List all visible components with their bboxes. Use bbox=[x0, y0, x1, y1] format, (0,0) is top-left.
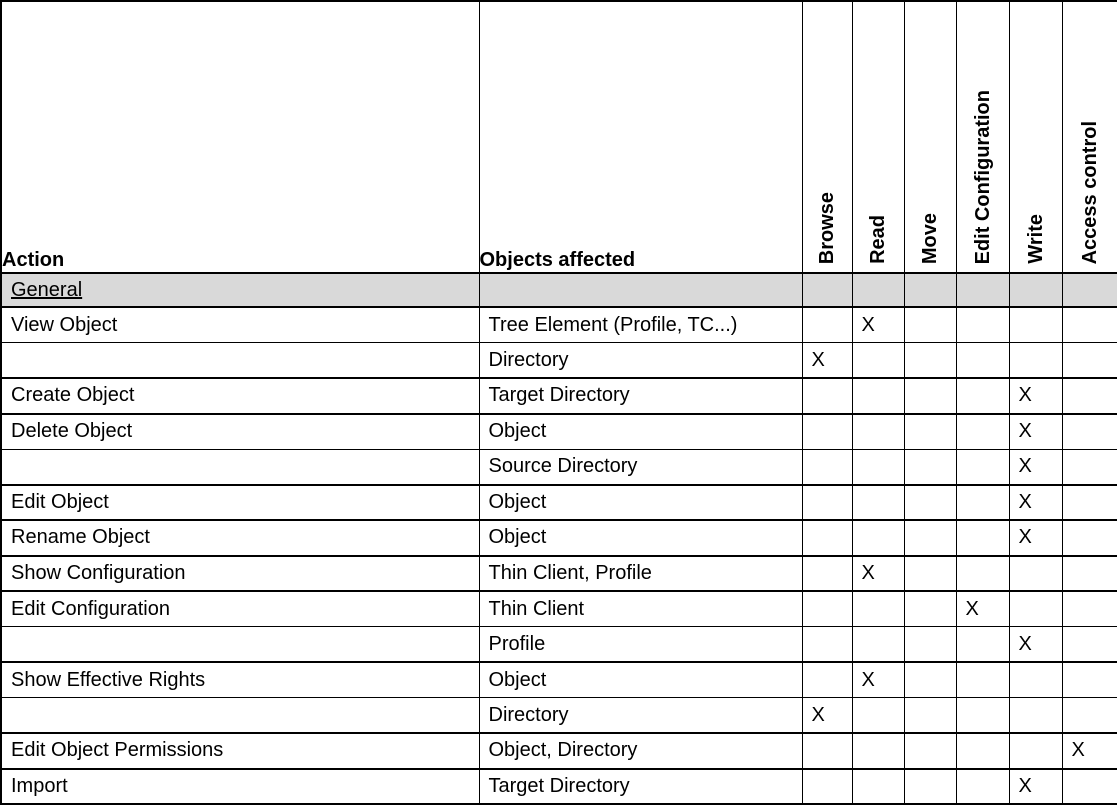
action-cell: View Object bbox=[1, 307, 479, 343]
action-cell bbox=[1, 627, 479, 663]
empty-mark-cell bbox=[956, 627, 1009, 663]
section-empty-cell bbox=[852, 273, 904, 307]
read-mark-cell: X bbox=[852, 556, 904, 592]
empty-mark-cell bbox=[1009, 698, 1062, 734]
table-row bbox=[1, 698, 1117, 734]
read-mark-cell: X bbox=[852, 662, 904, 698]
section-empty-cell bbox=[479, 273, 802, 307]
empty-mark-cell bbox=[1009, 556, 1062, 592]
objects-affected-cell: Object, Directory bbox=[479, 733, 802, 769]
table-row bbox=[1, 343, 1117, 379]
empty-mark-cell bbox=[956, 733, 1009, 769]
column-header-access-control bbox=[1062, 1, 1117, 273]
empty-mark-cell bbox=[904, 556, 956, 592]
table-row bbox=[1, 414, 1117, 450]
access-control-mark-cell: X bbox=[1062, 733, 1117, 769]
empty-mark-cell bbox=[956, 449, 1009, 485]
column-header-action: Action bbox=[1, 1, 479, 273]
empty-mark-cell bbox=[904, 698, 956, 734]
empty-mark-cell bbox=[852, 698, 904, 734]
table-row bbox=[1, 556, 1117, 592]
column-header-objects-affected: Objects affected bbox=[479, 1, 802, 273]
empty-mark-cell bbox=[904, 662, 956, 698]
action-cell: Edit Object bbox=[1, 485, 479, 521]
action-cell: Create Object bbox=[1, 378, 479, 414]
empty-mark-cell bbox=[904, 627, 956, 663]
table-header-row bbox=[1, 1, 1117, 273]
table-row bbox=[1, 378, 1117, 414]
section-empty-cell bbox=[956, 273, 1009, 307]
column-header-edit-configuration bbox=[956, 1, 1009, 273]
empty-mark-cell bbox=[1062, 414, 1117, 450]
column-header-read-label: Read bbox=[867, 215, 889, 264]
empty-mark-cell bbox=[852, 343, 904, 379]
empty-mark-cell bbox=[1062, 556, 1117, 592]
empty-mark-cell bbox=[852, 449, 904, 485]
action-cell: Rename Object bbox=[1, 520, 479, 556]
empty-mark-cell bbox=[904, 769, 956, 805]
write-mark-cell: X bbox=[1009, 414, 1062, 450]
empty-mark-cell bbox=[956, 556, 1009, 592]
objects-affected-cell: Target Directory bbox=[479, 378, 802, 414]
action-cell bbox=[1, 343, 479, 379]
column-header-write bbox=[1009, 1, 1062, 273]
column-header-write-label: Write bbox=[1024, 214, 1047, 264]
action-cell: Show Configuration bbox=[1, 556, 479, 592]
action-cell bbox=[1, 698, 479, 734]
edit-configuration-mark-cell: X bbox=[956, 591, 1009, 627]
empty-mark-cell bbox=[1062, 591, 1117, 627]
action-cell: Edit Object Permissions bbox=[1, 733, 479, 769]
write-mark-cell: X bbox=[1009, 378, 1062, 414]
objects-affected-cell: Profile bbox=[479, 627, 802, 663]
empty-mark-cell bbox=[956, 520, 1009, 556]
empty-mark-cell bbox=[904, 343, 956, 379]
empty-mark-cell bbox=[1062, 449, 1117, 485]
empty-mark-cell bbox=[852, 520, 904, 556]
column-header-browse-label: Browse bbox=[816, 191, 838, 264]
empty-mark-cell bbox=[802, 414, 852, 450]
empty-mark-cell bbox=[802, 769, 852, 805]
column-header-move bbox=[904, 1, 956, 273]
write-mark-cell: X bbox=[1009, 769, 1062, 805]
browse-mark-cell: X bbox=[802, 698, 852, 734]
table-row bbox=[1, 449, 1117, 485]
empty-mark-cell bbox=[802, 733, 852, 769]
table-row bbox=[1, 307, 1117, 343]
empty-mark-cell bbox=[802, 591, 852, 627]
empty-mark-cell bbox=[802, 378, 852, 414]
empty-mark-cell bbox=[852, 414, 904, 450]
empty-mark-cell bbox=[904, 378, 956, 414]
empty-mark-cell bbox=[802, 556, 852, 592]
column-header-access-control-label: Access control bbox=[1078, 120, 1101, 264]
empty-mark-cell bbox=[1009, 662, 1062, 698]
empty-mark-cell bbox=[852, 485, 904, 521]
objects-affected-cell: Object bbox=[479, 662, 802, 698]
empty-mark-cell bbox=[904, 591, 956, 627]
empty-mark-cell bbox=[852, 733, 904, 769]
browse-mark-cell: X bbox=[802, 343, 852, 379]
section-empty-cell bbox=[904, 273, 956, 307]
write-mark-cell: X bbox=[1009, 627, 1062, 663]
empty-mark-cell bbox=[904, 520, 956, 556]
empty-mark-cell bbox=[956, 698, 1009, 734]
empty-mark-cell bbox=[1062, 307, 1117, 343]
action-cell: Show Effective Rights bbox=[1, 662, 479, 698]
section-label-cell bbox=[1, 273, 479, 307]
empty-mark-cell bbox=[956, 307, 1009, 343]
empty-mark-cell bbox=[1062, 520, 1117, 556]
empty-mark-cell bbox=[1062, 485, 1117, 521]
empty-mark-cell bbox=[956, 769, 1009, 805]
read-mark-cell: X bbox=[852, 307, 904, 343]
empty-mark-cell bbox=[956, 662, 1009, 698]
empty-mark-cell bbox=[1009, 591, 1062, 627]
objects-affected-cell: Thin Client bbox=[479, 591, 802, 627]
write-mark-cell: X bbox=[1009, 449, 1062, 485]
objects-affected-cell: Target Directory bbox=[479, 769, 802, 805]
empty-mark-cell bbox=[852, 378, 904, 414]
table-row bbox=[1, 591, 1117, 627]
empty-mark-cell bbox=[956, 378, 1009, 414]
column-header-edit-configuration-label: Edit Configuration bbox=[971, 89, 994, 264]
empty-mark-cell bbox=[852, 627, 904, 663]
objects-affected-cell: Tree Element (Profile, TC...) bbox=[479, 307, 802, 343]
objects-affected-cell: Object bbox=[479, 520, 802, 556]
write-mark-cell: X bbox=[1009, 485, 1062, 521]
action-cell: Import bbox=[1, 769, 479, 805]
empty-mark-cell bbox=[852, 591, 904, 627]
action-cell bbox=[1, 449, 479, 485]
empty-mark-cell bbox=[1062, 378, 1117, 414]
objects-affected-cell: Source Directory bbox=[479, 449, 802, 485]
objects-affected-cell: Directory bbox=[479, 698, 802, 734]
empty-mark-cell bbox=[904, 449, 956, 485]
column-header-browse bbox=[802, 1, 852, 273]
empty-mark-cell bbox=[802, 307, 852, 343]
section-empty-cell bbox=[802, 273, 852, 307]
section-row-general bbox=[1, 273, 1117, 307]
table-body bbox=[1, 273, 1117, 804]
section-empty-cell bbox=[1009, 273, 1062, 307]
table-row bbox=[1, 662, 1117, 698]
section-label: General bbox=[11, 278, 83, 301]
empty-mark-cell bbox=[904, 414, 956, 450]
table-row bbox=[1, 769, 1117, 805]
empty-mark-cell bbox=[802, 449, 852, 485]
empty-mark-cell bbox=[1062, 343, 1117, 379]
empty-mark-cell bbox=[1062, 627, 1117, 663]
empty-mark-cell bbox=[1062, 769, 1117, 805]
action-cell: Delete Object bbox=[1, 414, 479, 450]
column-header-move-label: Move bbox=[919, 212, 941, 264]
empty-mark-cell bbox=[956, 343, 1009, 379]
empty-mark-cell bbox=[1009, 733, 1062, 769]
table-row bbox=[1, 733, 1117, 769]
empty-mark-cell bbox=[802, 520, 852, 556]
empty-mark-cell bbox=[802, 662, 852, 698]
empty-mark-cell bbox=[904, 485, 956, 521]
empty-mark-cell bbox=[802, 627, 852, 663]
objects-affected-cell: Directory bbox=[479, 343, 802, 379]
table-row bbox=[1, 520, 1117, 556]
table-row bbox=[1, 485, 1117, 521]
empty-mark-cell bbox=[956, 485, 1009, 521]
objects-affected-cell: Thin Client, Profile bbox=[479, 556, 802, 592]
empty-mark-cell bbox=[802, 485, 852, 521]
objects-affected-cell: Object bbox=[479, 485, 802, 521]
empty-mark-cell bbox=[1009, 307, 1062, 343]
table-row bbox=[1, 627, 1117, 663]
empty-mark-cell bbox=[1062, 662, 1117, 698]
empty-mark-cell bbox=[852, 769, 904, 805]
section-empty-cell bbox=[1062, 273, 1117, 307]
action-cell: Edit Configuration bbox=[1, 591, 479, 627]
write-mark-cell: X bbox=[1009, 520, 1062, 556]
empty-mark-cell bbox=[904, 733, 956, 769]
empty-mark-cell bbox=[1009, 343, 1062, 379]
empty-mark-cell bbox=[1062, 698, 1117, 734]
empty-mark-cell bbox=[904, 307, 956, 343]
empty-mark-cell bbox=[956, 414, 1009, 450]
objects-affected-cell: Object bbox=[479, 414, 802, 450]
column-header-read bbox=[852, 1, 904, 273]
